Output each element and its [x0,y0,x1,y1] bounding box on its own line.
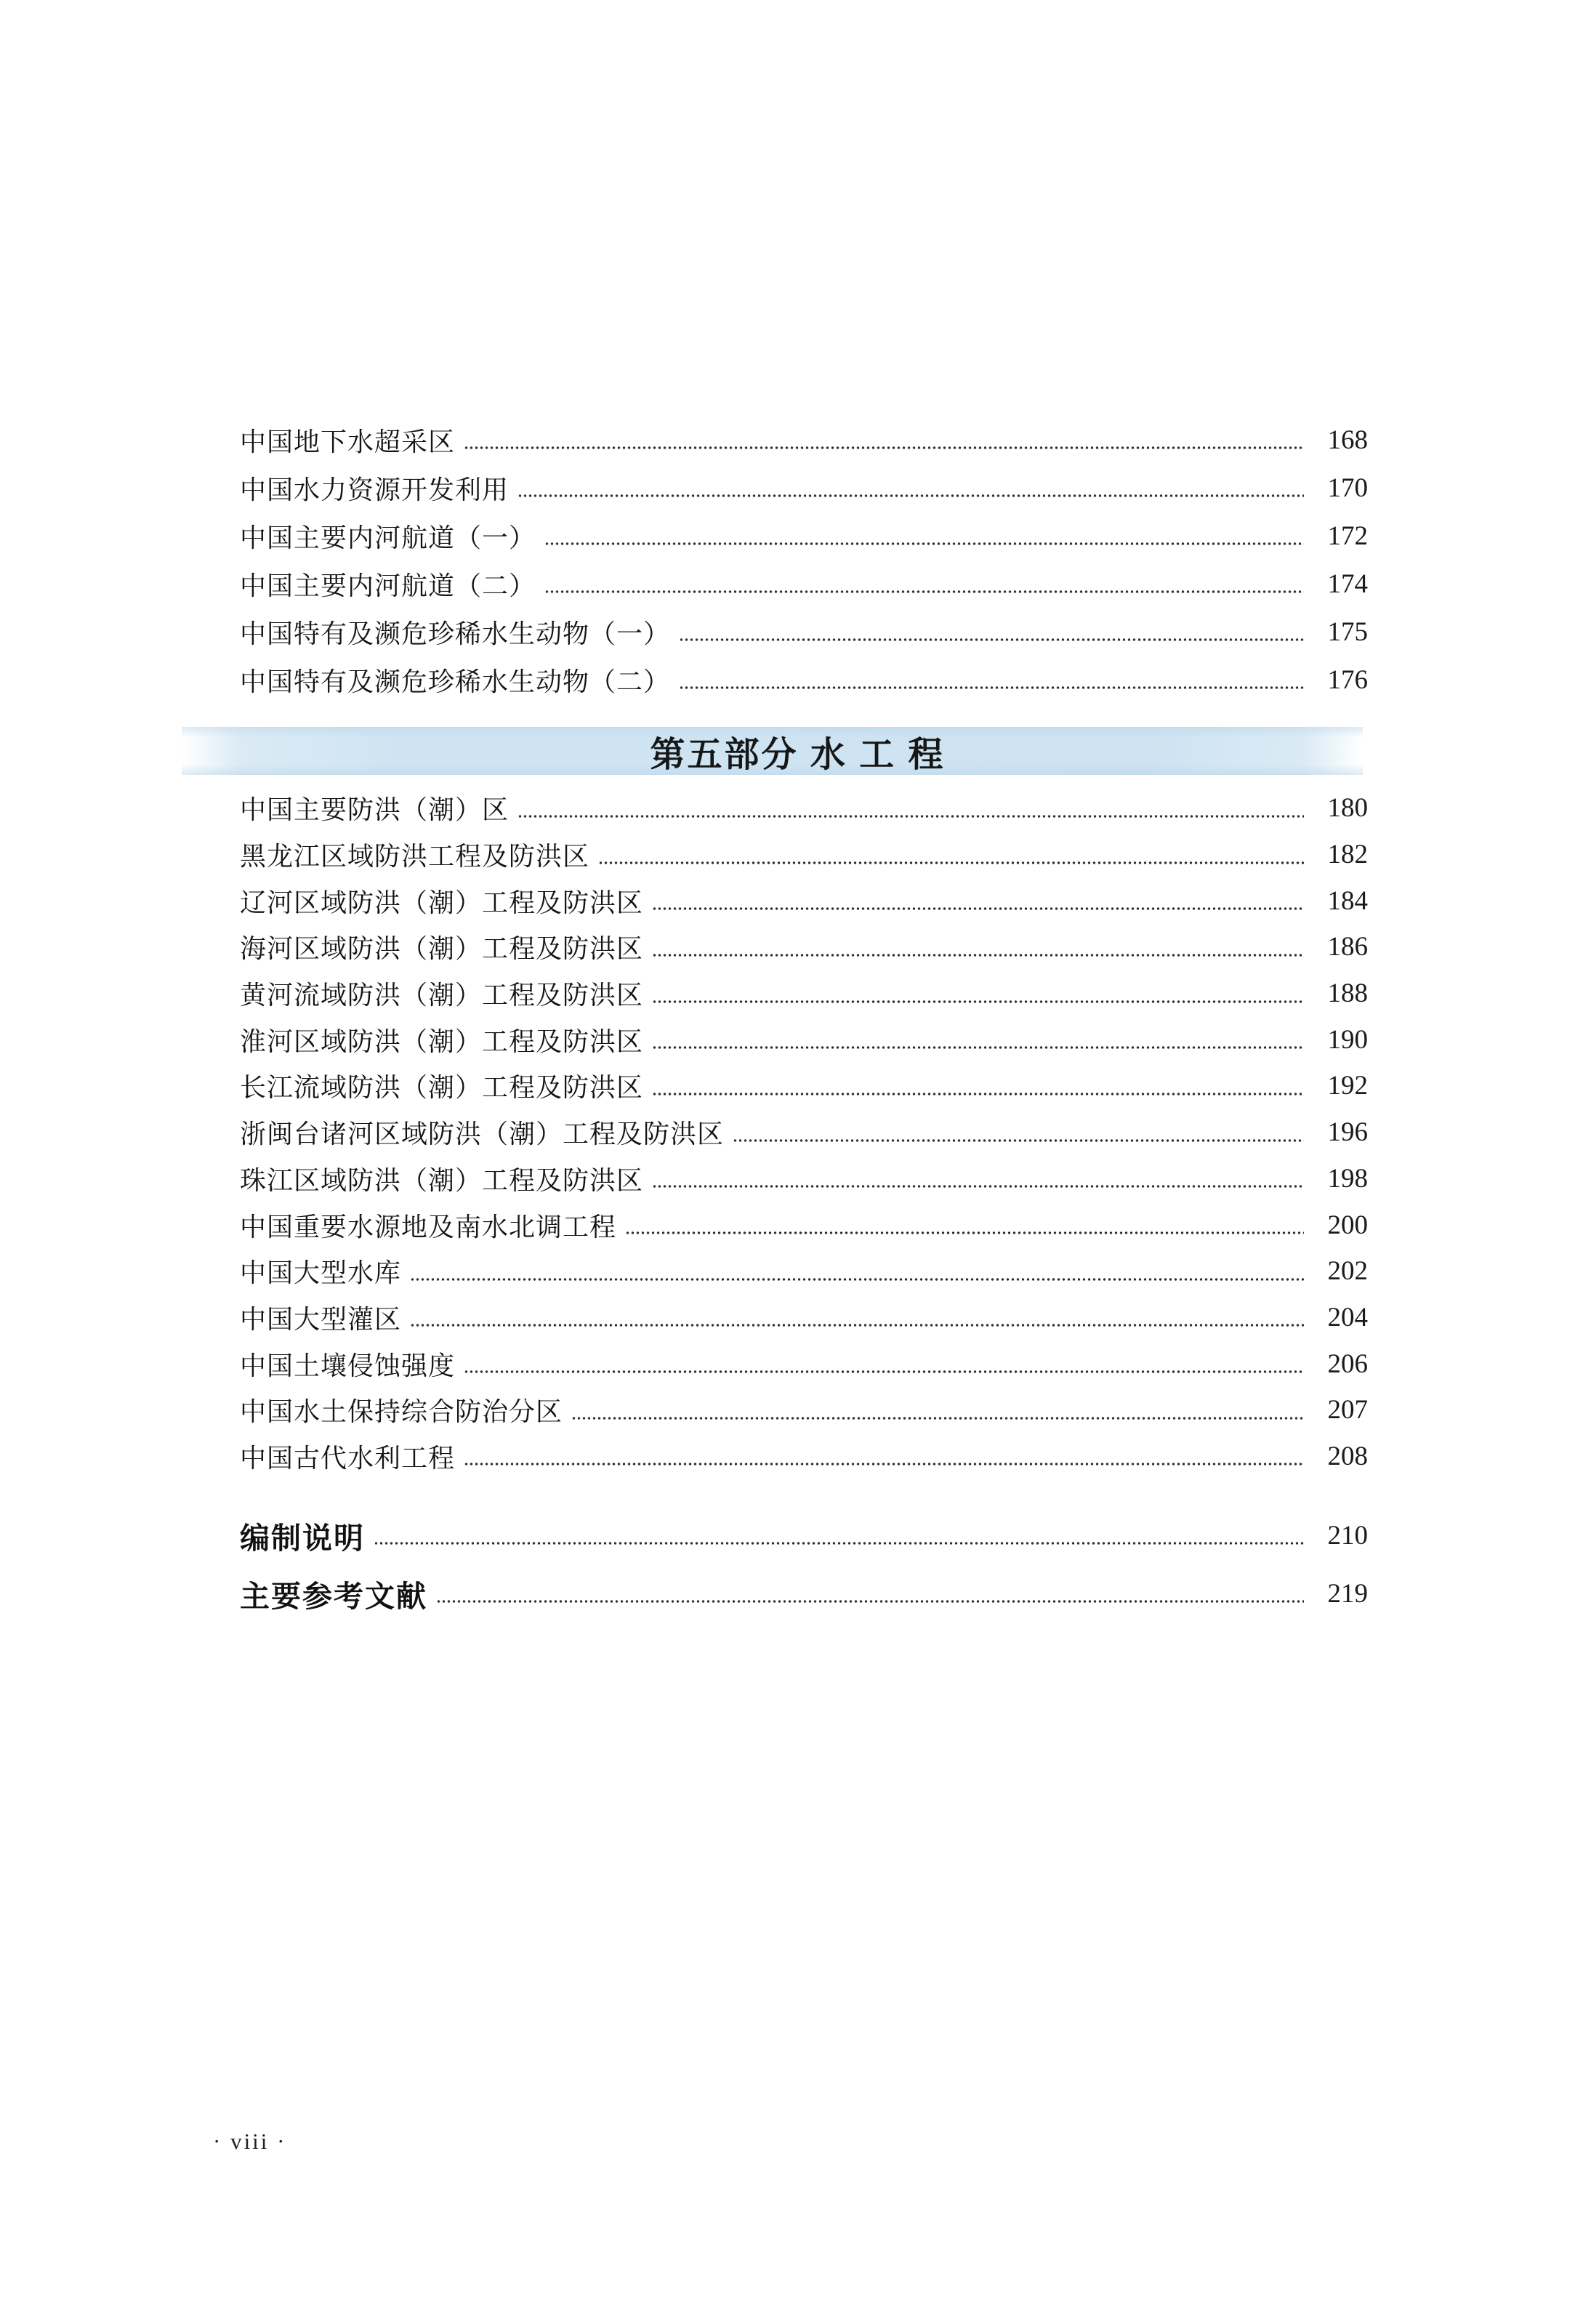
dot-leader [544,590,1304,593]
dot-leader [598,861,1304,864]
dot-leader [464,446,1304,449]
toc-group-top [240,416,1368,704]
toc-entry [240,1506,1368,1564]
toc-entry-title: 中国特有及濒危珍稀水生动物（二） [240,667,671,696]
toc-entry-page-number: 192 [1327,1071,1368,1101]
toc-entry [240,608,1368,656]
toc-group-backmatter [240,1506,1368,1623]
toc-entry [240,1387,1368,1434]
toc-entry [240,1156,1368,1202]
dot-leader [679,686,1304,689]
toc-entry-title: 中国水土保持综合防治分区 [240,1397,563,1427]
dot-leader [652,1185,1304,1188]
toc-entry-title: 辽河区域防洪（潮）工程及防洪区 [240,888,644,917]
dot-leader [625,1231,1304,1234]
toc-entry [240,512,1368,560]
toc-entry-page-number: 182 [1327,840,1368,870]
toc-entry-title: 编制说明 [240,1521,365,1555]
toc-group-part5 [240,785,1368,1479]
toc-entry [240,560,1368,608]
toc-entry-page-number: 210 [1327,1520,1368,1551]
section-header-band [182,727,1363,775]
toc-entry-title: 浙闽台诸河区域防洪（潮）工程及防洪区 [240,1119,725,1149]
toc-entry [240,832,1368,878]
toc-entry-title: 长江流域防洪（潮）工程及防洪区 [240,1073,644,1103]
toc-entry [240,970,1368,1017]
toc-entry [240,1063,1368,1109]
toc-entry [240,656,1368,704]
dot-leader [679,638,1304,641]
toc-entry [240,924,1368,970]
toc-entry-page-number: 170 [1327,473,1368,503]
toc-entry-title: 中国特有及濒危珍稀水生动物（一） [240,619,671,648]
toc-entry-title: 黄河流域防洪（潮）工程及防洪区 [240,981,644,1010]
toc-entry-page-number: 172 [1327,520,1368,551]
section-title: 第五部分 水 工 程 [650,735,946,774]
dot-leader [571,1417,1304,1420]
toc-entry-title: 主要参考文献 [240,1579,427,1613]
dot-leader [652,1000,1304,1003]
dot-leader [652,1093,1304,1095]
toc-entry-page-number: 188 [1327,978,1368,1009]
toc-entry-title: 中国大型水库 [240,1258,402,1288]
dot-leader [410,1324,1304,1327]
toc-entry [240,1248,1368,1295]
toc-entry-page-number: 174 [1327,568,1368,599]
dot-leader [464,1370,1304,1373]
toc-entry-title: 淮河区域防洪（潮）工程及防洪区 [240,1026,644,1056]
toc-entry-title: 中国水力资源开发利用 [240,475,509,504]
toc-entry [240,1109,1368,1156]
dot-leader [652,907,1304,910]
page-number-footer: · viii · [213,2128,287,2154]
toc-entry-page-number: 202 [1327,1256,1368,1287]
dot-leader [374,1542,1304,1545]
toc-entry [240,785,1368,832]
dot-leader [652,954,1304,957]
toc-entry [240,1564,1368,1623]
toc-entry [240,1295,1368,1341]
toc-entry-page-number: 196 [1327,1117,1368,1148]
dot-leader [544,542,1304,545]
dot-leader [410,1278,1304,1281]
toc-entry-title: 珠江区域防洪（潮）工程及防洪区 [240,1165,644,1195]
toc-entry [240,1434,1368,1480]
toc-entry-page-number: 190 [1327,1024,1368,1055]
toc-entry-page-number: 175 [1327,616,1368,647]
toc-entry-title: 中国地下水超采区 [240,427,456,457]
toc-entry-title: 黑龙江区域防洪工程及防洪区 [240,842,590,872]
toc-entry-page-number: 168 [1327,425,1368,455]
toc-entry-title: 海河区域防洪（潮）工程及防洪区 [240,934,644,964]
toc-entry-title: 中国古代水利工程 [240,1443,456,1473]
toc-entry-page-number: 186 [1327,932,1368,962]
toc-entry-page-number: 184 [1327,885,1368,916]
toc-entry-page-number: 176 [1327,664,1368,695]
toc-entry-title: 中国土壤侵蚀强度 [240,1351,456,1380]
toc-entry-title: 中国主要内河航道（二） [240,571,536,600]
toc-entry-title: 中国大型灌区 [240,1304,402,1334]
toc-entry [240,416,1368,464]
toc-entry [240,1016,1368,1063]
toc-entry [240,464,1368,512]
toc-entry-page-number: 207 [1327,1395,1368,1426]
dot-leader [652,1046,1304,1049]
toc-entry-page-number: 208 [1327,1441,1368,1471]
toc-entry-page-number: 198 [1327,1163,1368,1194]
toc-entry-page-number: 206 [1327,1348,1368,1379]
toc-entry-page-number: 180 [1327,793,1368,824]
toc-entry [240,1202,1368,1248]
toc-entry-title: 中国主要防洪（潮）区 [240,795,509,825]
toc-entry-title: 中国重要水源地及南水北调工程 [240,1212,617,1242]
dot-leader [517,815,1304,818]
toc-entry-page-number: 219 [1327,1578,1368,1609]
dot-leader [517,494,1304,497]
toc-entry-page-number: 204 [1327,1302,1368,1332]
toc-entry-title: 中国主要内河航道（一） [240,523,536,552]
dot-leader [464,1463,1304,1465]
dot-leader [733,1139,1304,1142]
dot-leader [436,1600,1304,1603]
toc-entry-page-number: 200 [1327,1210,1368,1240]
toc-entry [240,1340,1368,1387]
toc-entry [240,877,1368,924]
